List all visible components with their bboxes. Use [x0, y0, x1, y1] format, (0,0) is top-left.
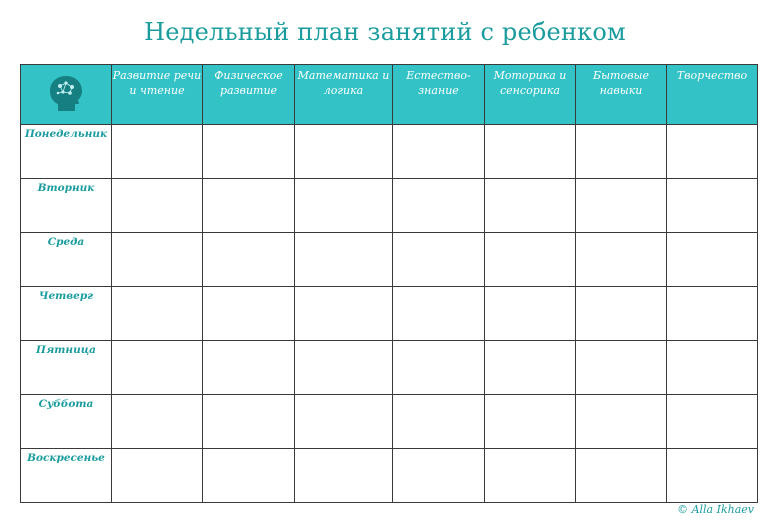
plan-cell[interactable]	[295, 341, 393, 395]
plan-cell[interactable]	[295, 449, 393, 503]
plan-cell[interactable]	[203, 341, 295, 395]
plan-cell[interactable]	[112, 395, 203, 449]
plan-cell[interactable]	[295, 179, 393, 233]
plan-cell[interactable]	[485, 287, 576, 341]
plan-cell[interactable]	[393, 287, 485, 341]
day-label-thursday: Четверг	[21, 287, 112, 341]
column-header-physical: Физическое развитие	[203, 65, 295, 125]
plan-cell[interactable]	[667, 179, 758, 233]
header-row	[21, 65, 758, 125]
plan-cell[interactable]	[576, 287, 667, 341]
plan-cell[interactable]	[393, 395, 485, 449]
plan-cell[interactable]	[485, 341, 576, 395]
plan-cell[interactable]	[393, 449, 485, 503]
plan-cell[interactable]	[112, 341, 203, 395]
column-header-household: Бытовые навыки	[576, 65, 667, 125]
table-row	[21, 179, 758, 233]
day-label-wednesday: Среда	[21, 233, 112, 287]
plan-cell[interactable]	[393, 341, 485, 395]
plan-cell[interactable]	[295, 395, 393, 449]
plan-cell[interactable]	[576, 341, 667, 395]
plan-cell[interactable]	[112, 287, 203, 341]
plan-cell[interactable]	[393, 233, 485, 287]
table-row	[21, 395, 758, 449]
plan-cell[interactable]	[667, 395, 758, 449]
column-header-speech: Развитие речи и чтение	[112, 65, 203, 125]
plan-cell[interactable]	[576, 233, 667, 287]
head-brain-icon	[44, 71, 88, 115]
plan-cell[interactable]	[112, 125, 203, 179]
column-header-creativity: Творчество	[667, 65, 758, 125]
plan-cell[interactable]	[203, 233, 295, 287]
plan-cell[interactable]	[667, 449, 758, 503]
plan-cell[interactable]	[295, 233, 393, 287]
plan-cell[interactable]	[393, 179, 485, 233]
day-label-monday: Понедельник	[21, 125, 112, 179]
copyright-credit: © Alla Ikhaev	[677, 503, 754, 516]
table-row	[21, 287, 758, 341]
plan-cell[interactable]	[667, 233, 758, 287]
plan-cell[interactable]	[203, 287, 295, 341]
day-label-sunday: Воскресенье	[21, 449, 112, 503]
plan-cell[interactable]	[393, 125, 485, 179]
plan-cell[interactable]	[203, 395, 295, 449]
plan-cell[interactable]	[295, 125, 393, 179]
plan-cell[interactable]	[485, 179, 576, 233]
column-header-motor: Моторика и сенсорика	[485, 65, 576, 125]
plan-cell[interactable]	[112, 233, 203, 287]
plan-cell[interactable]	[485, 125, 576, 179]
table-row	[21, 449, 758, 503]
plan-cell[interactable]	[485, 449, 576, 503]
plan-cell[interactable]	[576, 395, 667, 449]
page-title: Недельный план занятий с ребенком	[144, 18, 626, 46]
weekly-plan-table	[20, 64, 758, 503]
column-header-math: Математика и логика	[295, 65, 393, 125]
plan-cell[interactable]	[667, 125, 758, 179]
plan-cell[interactable]	[667, 287, 758, 341]
table-row	[21, 125, 758, 179]
plan-cell[interactable]	[667, 341, 758, 395]
day-label-saturday: Суббота	[21, 395, 112, 449]
plan-cell[interactable]	[112, 449, 203, 503]
column-header-science: Естество-знание	[393, 65, 485, 125]
day-label-tuesday: Вторник	[21, 179, 112, 233]
corner-cell	[21, 65, 112, 125]
table-row	[21, 233, 758, 287]
plan-cell[interactable]	[576, 449, 667, 503]
table-row	[21, 341, 758, 395]
plan-cell[interactable]	[203, 179, 295, 233]
plan-cell[interactable]	[203, 449, 295, 503]
plan-cell[interactable]	[576, 179, 667, 233]
plan-cell[interactable]	[485, 233, 576, 287]
plan-cell[interactable]	[112, 179, 203, 233]
day-label-friday: Пятница	[21, 341, 112, 395]
plan-cell[interactable]	[485, 395, 576, 449]
plan-cell[interactable]	[203, 125, 295, 179]
plan-cell[interactable]	[295, 287, 393, 341]
plan-cell[interactable]	[576, 125, 667, 179]
